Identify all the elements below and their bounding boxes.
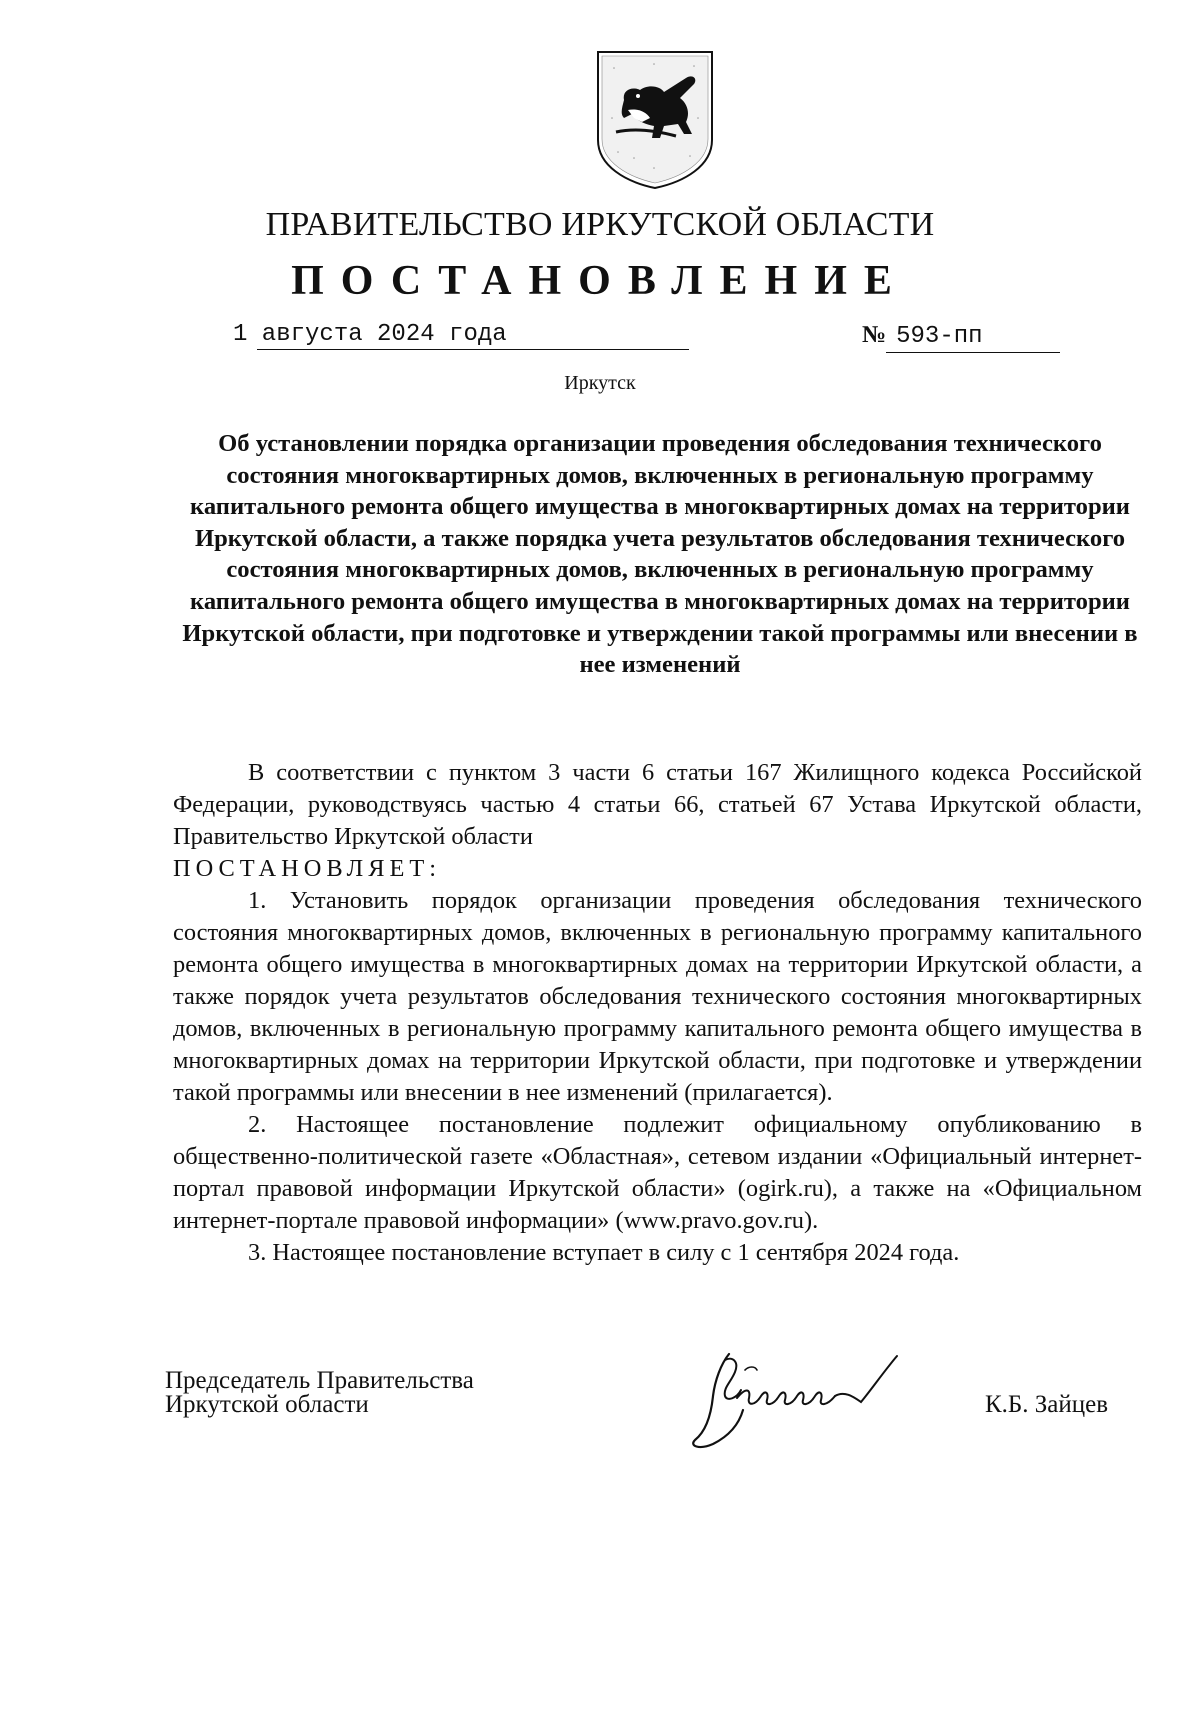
signature-icon <box>685 1340 945 1452</box>
document-date-text: 1 августа 2024 года <box>233 321 507 348</box>
document-body <box>173 757 1142 1269</box>
signatory-position-line2: Иркутской области <box>165 1391 369 1418</box>
organization-name: ПРАВИТЕЛЬСТВО ИРКУТСКОЙ ОБЛАСТИ <box>265 206 935 243</box>
document-date <box>233 320 507 350</box>
clause-2: 2. Настоящее постановление подлежит официальному опубликованию в общественно-политической газете «Областная», сетевом издании «Официальный интернет-портал правовой информации Иркутской области» (ogirk.ru), а также на «Официальном интернет-портале правовой информации» (www.pravo.gov.ru). <box>173 1111 1142 1234</box>
document-number-value: 593-пп <box>886 322 1060 353</box>
clause-3: 3. Настоящее постановление вступает в силу с 1 сентября 2024 года. <box>248 1239 960 1266</box>
document-number <box>862 320 1060 353</box>
preamble-paragraph: В соответствии с пунктом 3 части 6 статьи 167 Жилищного кодекса Российской Федерации, руководствуясь частью 4 статьи 66, статьей 67 Устава Иркутской области, Правительство Иркутской области <box>173 759 1142 850</box>
document-city: Иркутск <box>564 372 636 394</box>
resolves-heading: ПОСТАНОВЛЯЕТ: <box>173 855 442 882</box>
document-type: ПОСТАНОВЛЕНИЕ <box>291 258 909 304</box>
coat-of-arms-icon <box>594 48 716 190</box>
signatory-position-line1: Председатель Правительства <box>165 1367 474 1394</box>
document-title: Об установлении порядка организации проведения обследования технического состояния многоквартирных домов, включенных в региональную программу капитального ремонта общего имущества в многоквартирных домах на территории Иркутской области, а также порядка учета результатов обследования технического состояния многоквартирных домов, включенных в региональную программу капитального ремонта общего имущества в многоквартирных домах на территории Иркутской области, при подготовке и утверждении такой программы или внесении в нее изменений <box>182 430 1138 679</box>
date-underline <box>257 349 689 350</box>
signatory-position <box>165 1369 474 1417</box>
clause-1: 1. Установить порядок организации проведения обследования технического состояния многоквартирных домов, включенных в региональную программу капитального ремонта общего имущества в многоквартирных домах на территории Иркутской области, а также порядок учета результатов обследования технического состояния многоквартирных домов, включенных в региональную программу капитального ремонта общего имущества в многоквартирных домах на территории Иркутской области, при подготовке и утверждении такой программы или внесении в нее изменений (прилагается). <box>173 887 1142 1106</box>
signatory-name: К.Б. Зайцев <box>985 1391 1109 1418</box>
number-sign: № <box>862 322 887 348</box>
